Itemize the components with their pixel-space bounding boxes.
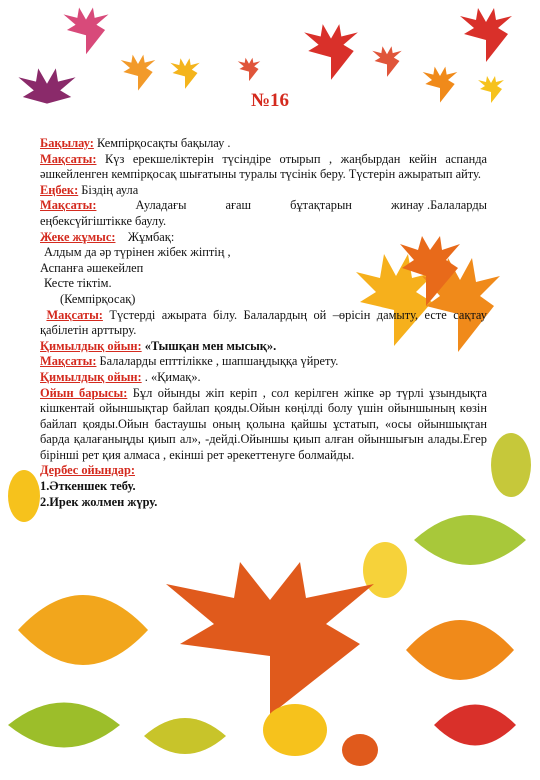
goal-2-word-b: ағаш bbox=[225, 198, 252, 213]
free-games-heading bbox=[40, 463, 487, 479]
leaf-bottom-right-orange-icon bbox=[400, 600, 520, 700]
labor-text: Біздің аула bbox=[78, 182, 139, 197]
riddle-line-3: Кесте тіктім. bbox=[44, 276, 112, 291]
leaf-bottom-green-right-icon bbox=[486, 430, 536, 500]
labor-line bbox=[40, 183, 487, 199]
leaf-bottom-small-red-icon bbox=[340, 730, 380, 770]
game-2-line bbox=[40, 370, 487, 386]
goal-2-label: Мақсаты: bbox=[40, 198, 97, 213]
game-2-text: . «Қимақ». bbox=[141, 369, 201, 384]
goal-4-label: Мақсаты: bbox=[40, 354, 97, 369]
leaf-right-yellow-icon bbox=[410, 500, 530, 580]
goal-4-text: Балаларды епттілікке , шапшаңдыққа үйрету. bbox=[96, 354, 339, 369]
riddle-answer: (Кемпірқосақ) bbox=[60, 291, 136, 306]
game-1-label: Қимылдық ойын: bbox=[40, 338, 142, 353]
leaf-bottom-green-left-icon bbox=[4, 690, 124, 760]
observation-text: Кемпірқосақты бақылау . bbox=[93, 136, 231, 150]
observation-label: Бақылау: bbox=[40, 136, 94, 150]
riddle-line-2: Аспанға әшекейлеп bbox=[40, 260, 144, 275]
individual-work-label: Жеке жұмыс: bbox=[40, 229, 116, 244]
game-process-text: Бұл ойынды жіп керіп , сол керілген жіпке әр түрлі ұзындықта кішкентай ойыншықтар байлап қояды.Ойын көңілді болу үшін ойыншының көзін байлап қояды.Ойын бастаушы оның қолына қайшы ұстатып, «осы ойыншықтан барда қалағаныңды қиып ал», -дейді.Ойыншы қиып алған ойыншығын алады.Егер бірінші рет қия алмаса , екінші рет әрекеттенуге болмайды. bbox=[40, 385, 487, 462]
goal-4-line bbox=[40, 354, 487, 370]
free-games-label: Дербес ойындар: bbox=[40, 463, 135, 478]
game-1-line bbox=[40, 339, 487, 355]
maple-leaf-yellow-icon bbox=[168, 56, 202, 90]
leaf-bottom-yellow-left-icon bbox=[4, 468, 44, 524]
leaf-bottom-left-orange-icon bbox=[8, 560, 158, 700]
goal-3-text: Түстерді ажырата білу. Балалардың ой –өрісін дамыту, есте сақтау қабілетін арттыру. bbox=[40, 307, 487, 338]
game-1-text: «Тышқан мен мысық». bbox=[141, 338, 277, 353]
leaf-bottom-red-right-icon bbox=[430, 690, 520, 760]
leaf-bottom-yellow-center-icon bbox=[260, 700, 330, 760]
page-title: №16 bbox=[250, 90, 290, 111]
maple-leaf-small-red-icon bbox=[236, 56, 262, 82]
maple-leaf-pink-icon bbox=[60, 4, 112, 56]
leaf-bottom-green-center-icon bbox=[140, 706, 230, 766]
maple-leaf-orange-icon bbox=[118, 52, 158, 92]
goal-2-word-d: жинау .Балаларды bbox=[391, 198, 487, 213]
free-game-item-1: 1.Әткеншек тебу. bbox=[40, 479, 136, 494]
goal-2-word-a: Ауладағы bbox=[135, 198, 187, 213]
goal-3-label: Мақсаты: bbox=[46, 307, 103, 322]
goal-2-word-c: бұтақтарын bbox=[290, 198, 352, 213]
labor-label: Еңбек: bbox=[40, 182, 79, 197]
riddle-line-1: Алдым да әр түрінен жібек жіптің , bbox=[44, 245, 231, 260]
lesson-document bbox=[40, 136, 487, 510]
game-process-label: Ойын барысы: bbox=[40, 385, 128, 400]
maple-leaf-mid-icon bbox=[370, 44, 404, 78]
goal-2-continuation: еңбексүйгіштікке баулу. bbox=[40, 213, 167, 228]
goal-2-line bbox=[40, 198, 487, 214]
goal-3-paragraph bbox=[40, 308, 487, 339]
free-game-item-2: 2.Ирек жолмен жүру. bbox=[40, 494, 158, 509]
observation-line bbox=[40, 136, 487, 152]
goal-1-paragraph bbox=[40, 152, 487, 183]
maple-leaf-red-icon bbox=[300, 20, 362, 82]
game-process-paragraph bbox=[40, 386, 487, 464]
leaf-bottom-orange-big-icon bbox=[160, 560, 380, 720]
individual-work-text: Жұмбақ: bbox=[127, 229, 175, 244]
game-2-label: Қимылдық ойын: bbox=[40, 369, 142, 384]
individual-work-line bbox=[40, 230, 487, 246]
goal-1-text: Күз ерекшеліктерін түсіндіре отырып , жаңбырдан кейін аспанда әшкейленген кемпірқосақ шығатыны туралы түсінік беру. Түстерін ажыратып айту. bbox=[40, 151, 487, 182]
maple-leaf-top-right-icon bbox=[456, 4, 516, 64]
goal-1-label: Мақсаты: bbox=[40, 151, 97, 166]
